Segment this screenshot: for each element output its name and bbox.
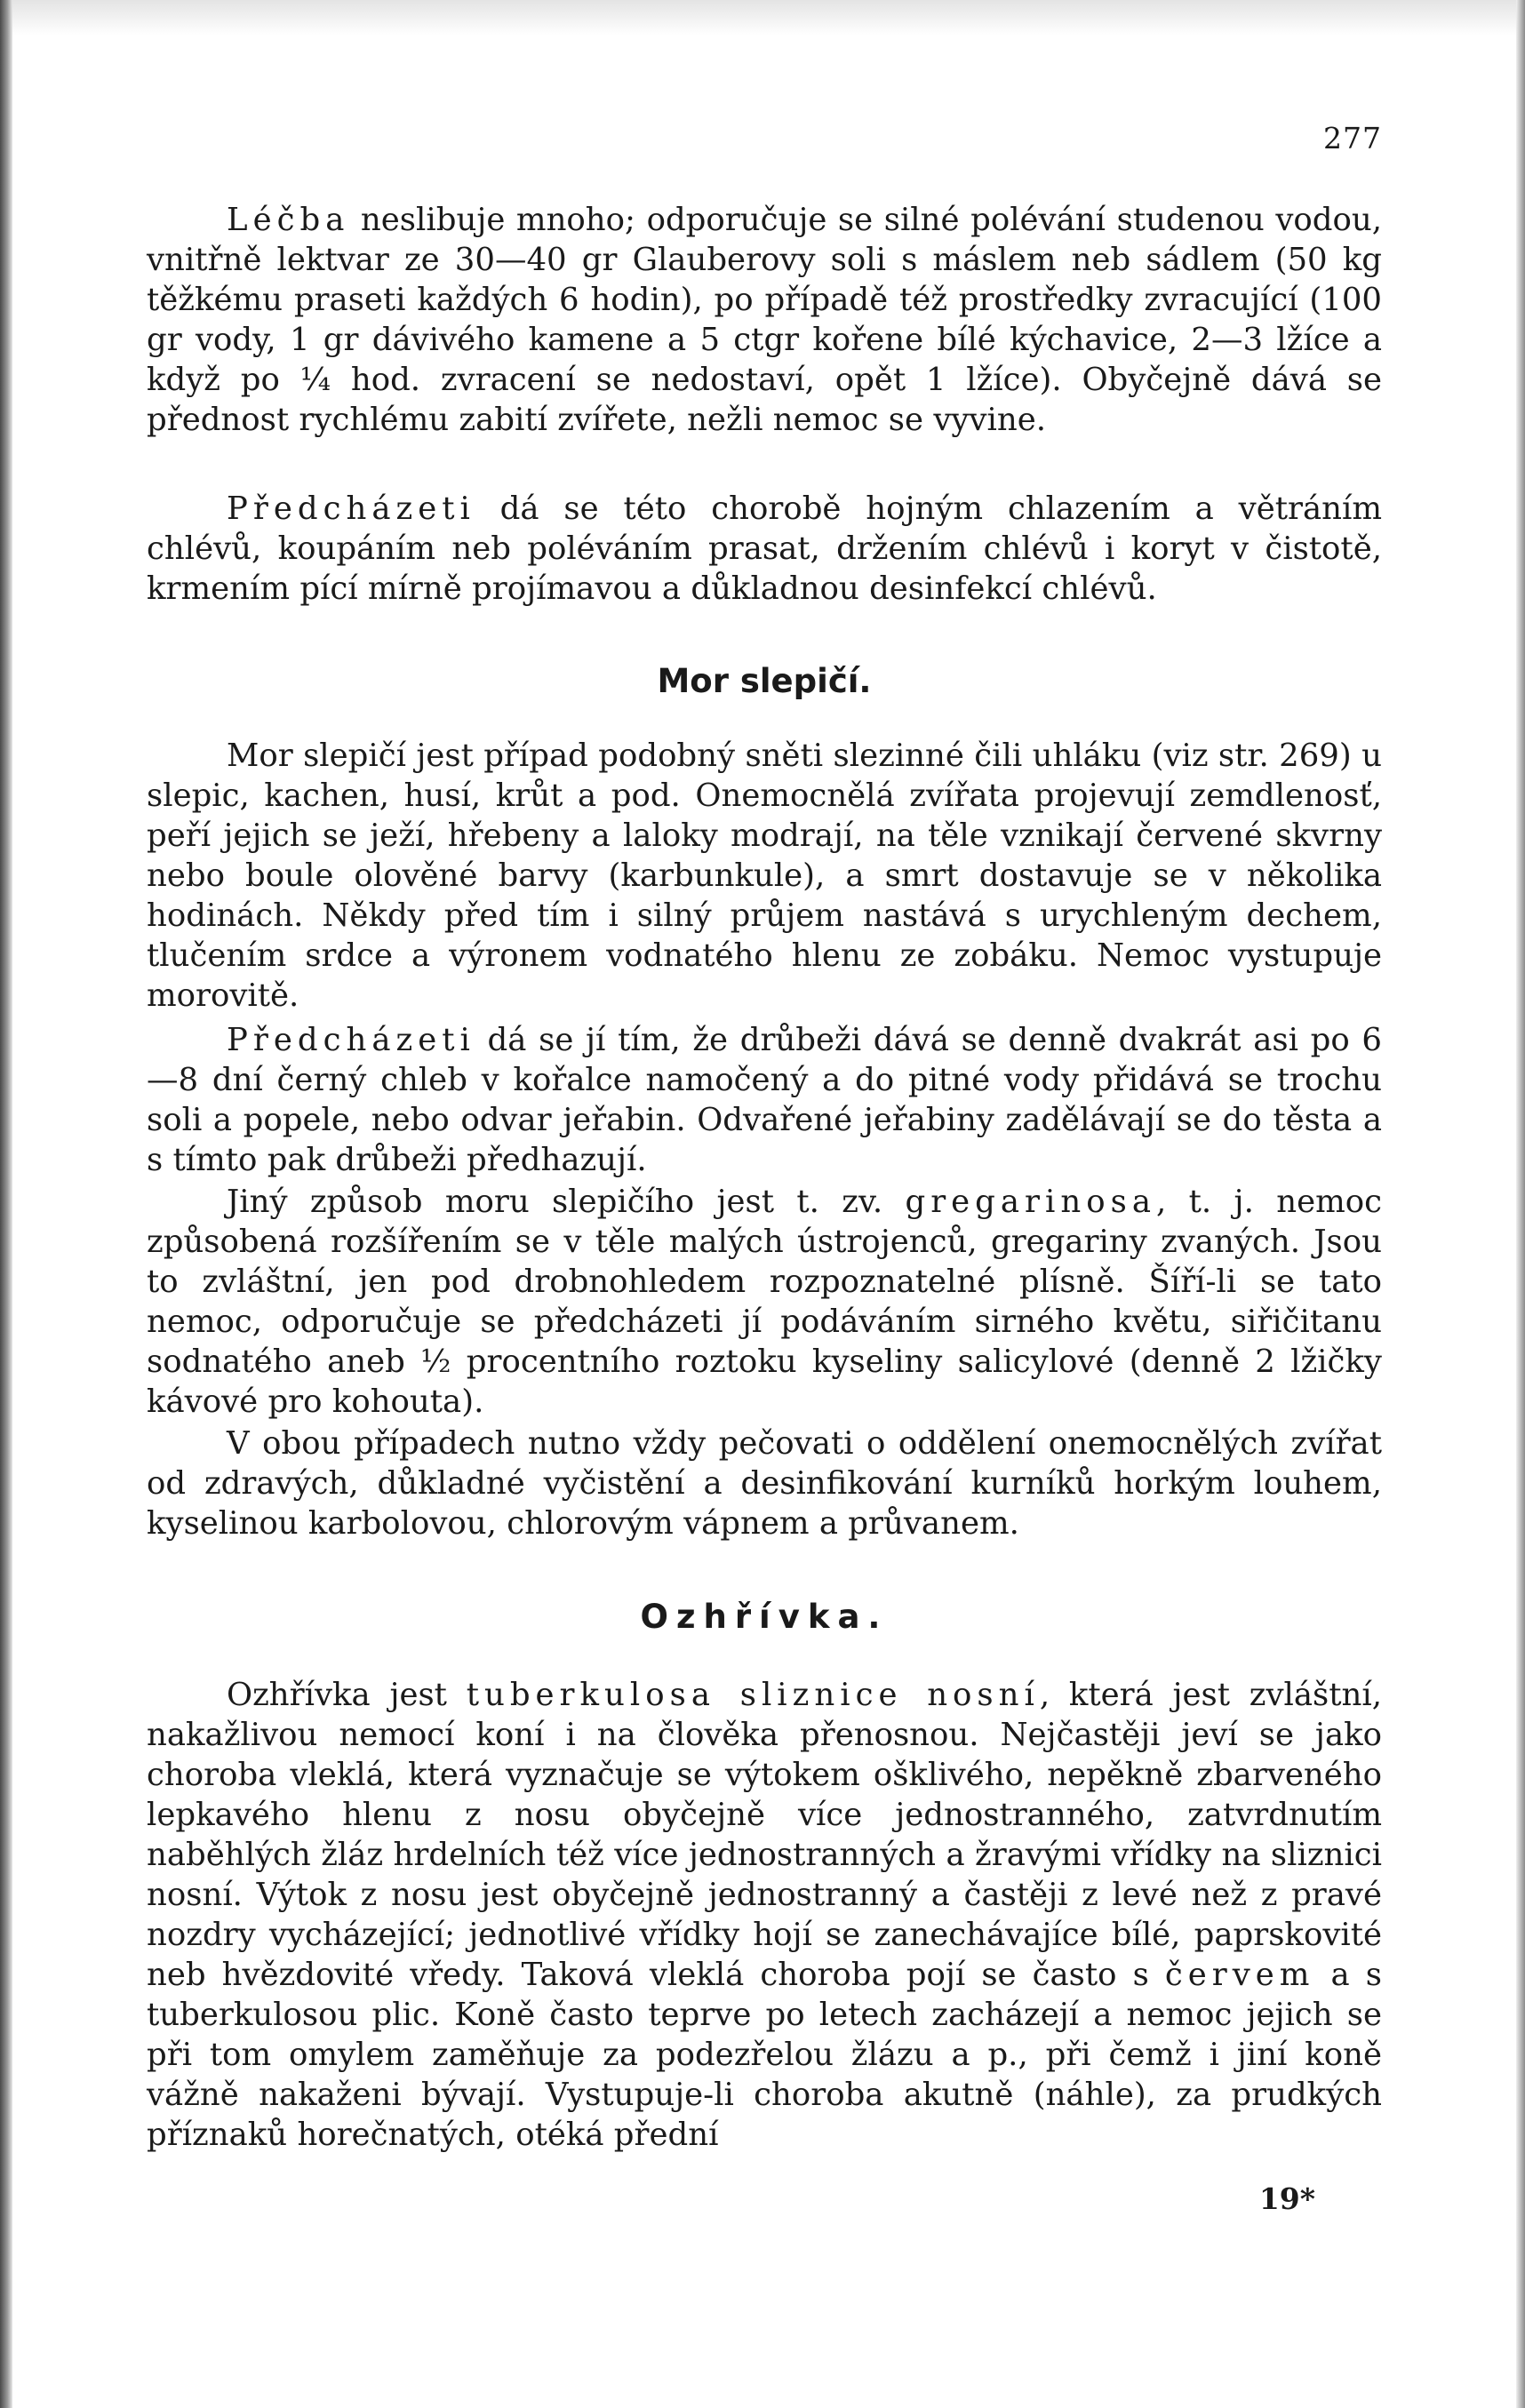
paragraph-text: dá se této chorobě hojným chlazením a větráním chlévů, koupáním neb poléváním prasat, držením chlévů i koryt v čistotě, krmením pící mírně projímavou a důkladnou desinfekcí chlévů.: [147, 490, 1382, 607]
heading-ozhrivka: Ozhřívka.: [640, 1598, 889, 1636]
spaced-term-lecba: Léčba: [227, 202, 350, 238]
page-number: 277: [1323, 121, 1382, 155]
paragraph-text: dá se jí tím, že drůbeži dává se denně dvakrát asi po 6—8 dní černý chleb v kořalce namočený a do pitné vody přidává se trochu soli a popele, nebo odvar jeřabin. Odvařené jeřabiny zadělávají se do těsta a s tímto pak drůbeži předhazují.: [147, 1022, 1382, 1178]
spaced-term-tuberkulosa: tuberkulosa sliznice nosní: [466, 1677, 1040, 1713]
scan-right-edge: [1516, 0, 1525, 2408]
paragraph-gregarinosa: Jiný způsob moru slepičího jest t. zv. gregarinosa, t. j. nemoc způsobená rozšířením se v těle malých ústrojenců, gregariny zvaných. Jsou to zvláštní, jen pod drobnohledem rozpoznatelné plísně. Šíří-li se tato nemoc, odporučuje se předcházeti jí podáváním sirného květu, siřičitanu sodnatého aneb ½ procentního roztoku kyseliny salicylové (denně 2 lžičky kávové pro kohouta).: [147, 1184, 1382, 1420]
heading-mor-slepici-wrap: [147, 662, 1382, 700]
spaced-term-cervem: červem: [1164, 1957, 1315, 1993]
heading-mor-slepici: Mor slepičí.: [657, 662, 872, 700]
scan-left-edge: [0, 0, 12, 2408]
spaced-term-gregarinosa: gregarinosa: [905, 1184, 1157, 1220]
book-page: [147, 107, 1382, 2381]
paragraph-v-obou: V obou případech nutno vždy pečovati o oddělení onemocnělých zvířat od zdravých, důkladné vyčistění a desinfikování kurníků horkým louhem, kyselinou karbolovou, chlorovým vápnem a průvanem.: [147, 1425, 1382, 1542]
heading-ozhrivka-wrap: [147, 1598, 1382, 1636]
paragraph-predchazeti-1: [147, 489, 1382, 609]
paragraph-lecba: [147, 200, 1382, 440]
paragraph-text: neslibuje mnoho; odporučuje se silné polévání studenou vodou, vnitřně lektvar ze 30—40 gr Glauberovy soli s máslem neb sádlem (50 kg těžkému praseti každých 6 hodin), po případě též prostředky zvracující (100 gr vody, 1 gr dávivého kamene a 5 ctgr kořene bílé kýchavice, 2—3 lžíce a když po ¼ hod. zvracení se nedostaví, opět 1 lžíce). Obyčejně dává se přednost rychlému zabití zvířete, nežli nemoc se vyvine.: [147, 202, 1382, 438]
spaced-term-predchazeti: Předcházeti: [227, 490, 475, 527]
spaced-term-predchazeti: Předcházeti: [227, 1022, 475, 1058]
printer-signature: 19*: [1258, 2181, 1315, 2216]
paragraph-ozhrivka: Ozhřívka jest tuberkulosa sliznice nosní, která jest zvláštní, nakažlivou nemocí koní i na člověka přenosnou. Nejčastěji jeví se jako choroba vleklá, která vyznačuje se výtokem ošklivého, nepěkně zbarveného lepkavého hlenu z nosu obyčejně více jednostranného, zatvrdnutím naběhlých žláz hrdelních též více jednostranných a žravými vřídky na sliznici nosní. Výtok z nosu jest obyčejně jednostranný a častěji z levé než z pravé nozdry vycházející; jednotlivé vřídky hojí se zanechávajíce bílé, paprskovité neb hvězdovité vředy. Taková vleklá choroba pojí se často s červem a s tuberkulosou plic. Koně často teprve po letech zacházejí a nemoc jejich se při tom omylem zaměňuje za podezřelou žlázu a p., při čemž i jiní koně vážně nakaženi bývají. Vystupuje-li choroba akutně (náhle), za prudkých příznaků horečnatých, otéká přední: [147, 1677, 1383, 2153]
paragraph-predchazeti-2: [147, 1020, 1382, 1180]
scan-top-shade: [12, 0, 1516, 36]
paragraph-mor-slepici: Mor slepičí jest případ podobný sněti slezinné čili uhláku (viz str. 269) u slepic, kachen, husí, krůt a pod. Onemocnělá zvířata projevují zemdlenosť, peří jejich se ježí, hřebeny a laloky modrají, na těle vznikají červené skvrny nebo boule olověné barvy (karbunkule), a smrt dostavuje se v několika hodinách. Někdy před tím i silný průjem nastává s urychleným dechem, tlučením srdce a výronem vodnatého hlenu ze zobáku. Nemoc vystupuje morovitě.: [147, 738, 1382, 1014]
